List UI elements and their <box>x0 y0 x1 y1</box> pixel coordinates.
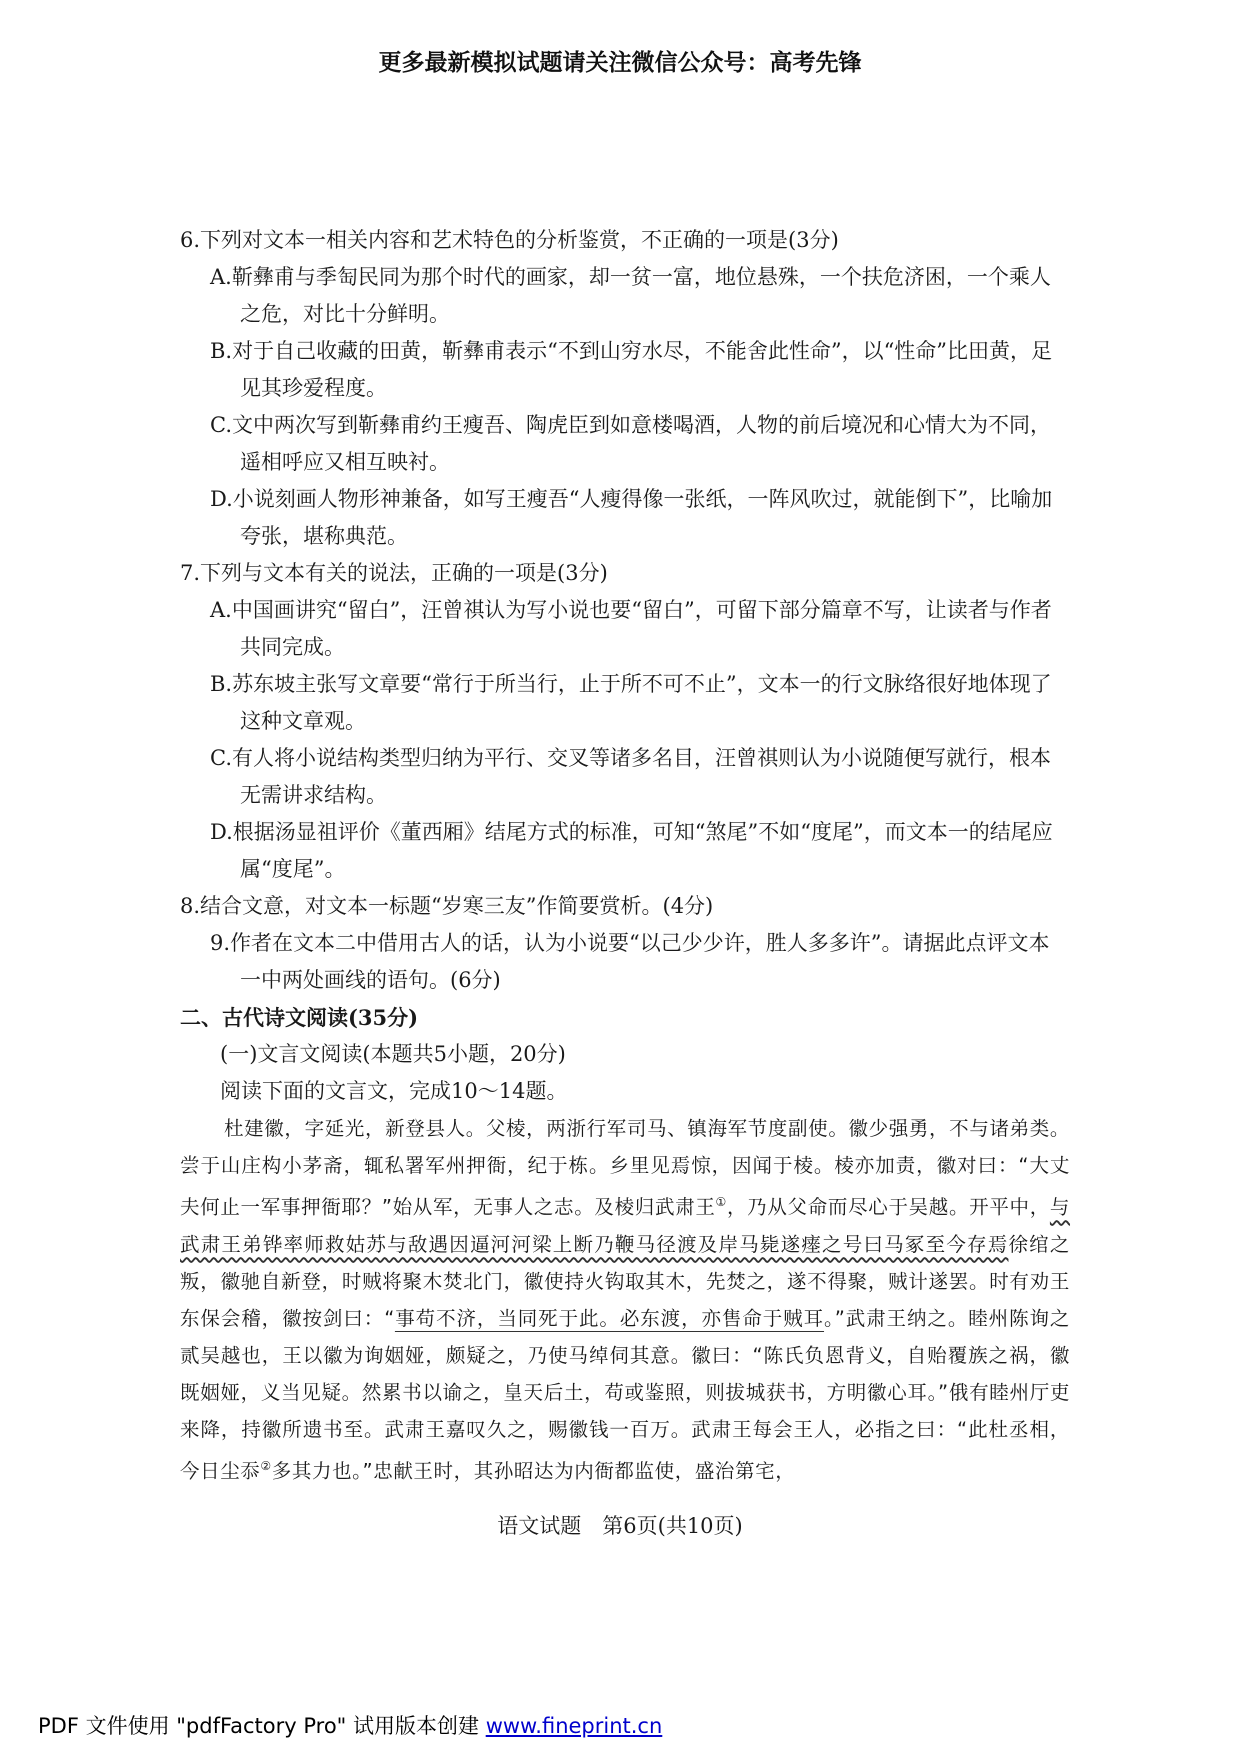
section-2-title: 二、古代诗文阅读(35分) <box>180 1005 419 1030</box>
question-6-option-b: B.对于自己收藏的田黄，靳彝甫表示“不到山穷水尽，不能舍此性命”，以“性命”比田黄，足见其珍爱程度。 <box>210 339 1053 400</box>
question-7-option-d: D.根据汤显祖评价《董西厢》结尾方式的标准，可知“煞尾”不如“度尾”，而文本一的结尾应属“度尾”。 <box>210 820 1053 881</box>
footnote-2-marker: ② <box>260 1458 272 1473</box>
footnote-1-marker: ① <box>715 1195 727 1209</box>
question-8: 8.结合文意，对文本一标题“岁寒三友”作简要赏析。(4分) <box>180 894 714 918</box>
question-6-stem: 6.下列对文本一相关内容和艺术特色的分析鉴赏，不正确的一项是(3分) <box>180 228 839 252</box>
pdf-watermark-bar <box>38 1710 662 1740</box>
question-9: 9.作者在文本二中借用古人的话，认为小说要“以己少少许，胜人多多许”。请据此点评文本一中两处画线的语句。(6分) <box>210 931 1050 992</box>
header-banner: 更多最新模拟试题请关注微信公众号：高考先锋 <box>378 50 862 76</box>
underlined-sentence: 事苟不济，当同死于此。必东渡，亦售命于贼耳 <box>394 1306 825 1330</box>
passage-part-5: 多其力也。”忠献王时，其孙昭达为内衙都监使，盛治第宅， <box>271 1459 796 1482</box>
subsection-1-title: (一)文言文阅读(本题共5小题，20分) <box>220 1042 566 1066</box>
question-6-option-a: A.靳彝甫与季匋民同为那个时代的画家，却一贫一富，地位悬殊，一个扶危济困，一个乘人之危，对比十分鲜明。 <box>210 265 1051 326</box>
passage-part-4: 。”武肃王纳之。睦州陈询之贰吴越也，王以徽为询姻娅，颇疑之，乃使马绰伺其意。徽曰：“陈氏负恩背义，自贻覆族之祸，徽既姻娅，义当见疑。然累书以谕之，皇天后土，苟或鉴照，则拔城获书，方明徽心耳。”俄有睦州厅吏来降，持徽所遗书至。武肃王嘉叹久之，赐徽钱一百万。武肃王每会王人，必指之曰：“此杜丞相，今日尘忝 <box>180 1306 1071 1482</box>
question-6-option-c: C.文中两次写到靳彝甫约王瘦吾、陶虎臣到如意楼喝酒，人物的前后境况和心情大为不同，遥相呼应又相互映衬。 <box>210 413 1051 474</box>
classical-passage <box>180 1110 1070 1489</box>
subsection-1-instruction: 阅读下面的文言文，完成10～14题。 <box>220 1079 568 1103</box>
passage-part-3: 徐绾之叛，徽驰自新登，时贼将聚木焚北门，徽使持火钩取其木，先焚之，遂不得聚，贼计遂罢。时有劝王东保会稽，徽按剑曰：“ <box>180 1232 1070 1330</box>
fineprint-link[interactable]: www.fineprint.cn <box>485 1714 663 1738</box>
passage-part-1: 杜建徽，字延光，新登县人。父棱，两浙行军司马、镇海军节度副使。徽少强勇，不与诸弟类。尝于山庄构小茅斋，辄私署军州押衙，纪于栋。乡里见焉惊，因闻于棱。棱亦加责，徽对曰：“大丈夫何止一军事押衙耶？”始从军，无事人之志。及棱归武肃王 <box>180 1117 1070 1219</box>
question-7-stem: 7.下列与文本有关的说法，正确的一项是(3分) <box>180 561 608 585</box>
question-7-option-a: A.中国画讲究“留白”，汪曾祺认为写小说也要“留白”，可留下部分篇章不写，让读者与作者共同完成。 <box>210 598 1052 659</box>
exam-content <box>180 222 1070 1489</box>
passage-part-2: ，乃从父命而尽心于吴越。开平中， <box>726 1195 1050 1219</box>
question-7-option-b: B.苏东坡主张写文章要“常行于所当行，止于所不可不止”，文本一的行文脉络很好地体现了这种文章观。 <box>210 672 1052 733</box>
question-7-option-c: C.有人将小说结构类型归纳为平行、交叉等诸多名目，汪曾祺则认为小说随便写就行，根本无需讲求结构。 <box>210 746 1051 807</box>
page-footer: 语文试题 第6页(共10页) <box>497 1514 743 1538</box>
pdf-watermark-text: PDF 文件使用 "pdfFactory Pro" 试用版本创建 <box>38 1714 486 1738</box>
wavy-underlined-sentence: 与武肃王弟铧率师救姑苏与敌遇因逼河河梁上断乃鞭马径渡及岸马毙遂瘗之号曰马冢至今存焉 <box>180 1195 1071 1256</box>
question-6-option-d: D.小说刻画人物形神兼备，如写王瘦吾“人瘦得像一张纸，一阵风吹过，就能倒下”，比喻加夸张，堪称典范。 <box>210 487 1053 548</box>
